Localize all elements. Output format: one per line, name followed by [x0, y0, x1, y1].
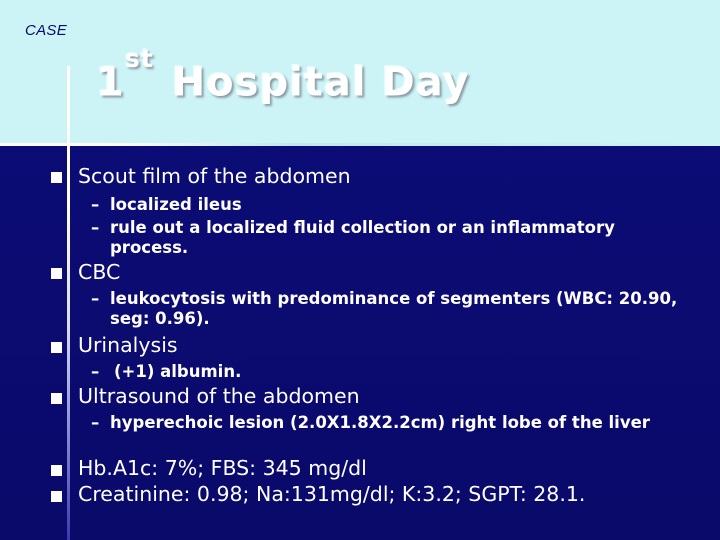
- bullet-icon: [51, 491, 62, 502]
- item-scout-film: Scout film of the abdomen: [78, 164, 351, 188]
- bullet-icon: [51, 342, 62, 353]
- horizontal-divider: [0, 143, 720, 146]
- dash-icon: –: [91, 289, 100, 308]
- dash-icon: –: [91, 413, 100, 432]
- vertical-divider: [67, 66, 70, 540]
- subitem-localized-ileus: localized ileus: [110, 195, 242, 214]
- subitem-rule-out: rule out a localized fluid collection or an inflammatory process.: [110, 218, 615, 257]
- slide-title: [96, 44, 470, 106]
- item-hba1c: Hb.A1c: 7%; FBS: 345 mg/dl: [78, 456, 367, 480]
- title-number: 1: [96, 59, 125, 106]
- bullet-icon: [51, 393, 62, 404]
- subitem-albumin: (+1) albumin.: [114, 362, 242, 381]
- dash-icon: –: [91, 218, 100, 237]
- item-ultrasound: Ultrasound of the abdomen: [78, 384, 360, 408]
- bullet-icon: [51, 172, 62, 183]
- item-cbc: CBC: [78, 260, 121, 284]
- bullet-icon: [51, 465, 62, 476]
- subitem-leukocytosis: leukocytosis with predominance of segmenters (WBC: 20.90, seg: 0.96).: [110, 289, 678, 328]
- item-creatinine: Creatinine: 0.98; Na:131mg/dl; K:3.2; SGPT: 28.1.: [78, 482, 586, 506]
- title-text: Hospital Day: [171, 59, 470, 106]
- subitem-hyperechoic-lesion: hyperechoic lesion (2.0X1.8X2.2cm) right lobe of the liver: [110, 413, 650, 432]
- dash-icon: –: [91, 195, 100, 214]
- bullet-icon: [51, 268, 62, 279]
- title-superscript: st: [124, 44, 154, 73]
- case-label: CASE: [25, 22, 68, 39]
- dash-icon: –: [91, 362, 100, 381]
- item-urinalysis: Urinalysis: [78, 333, 178, 357]
